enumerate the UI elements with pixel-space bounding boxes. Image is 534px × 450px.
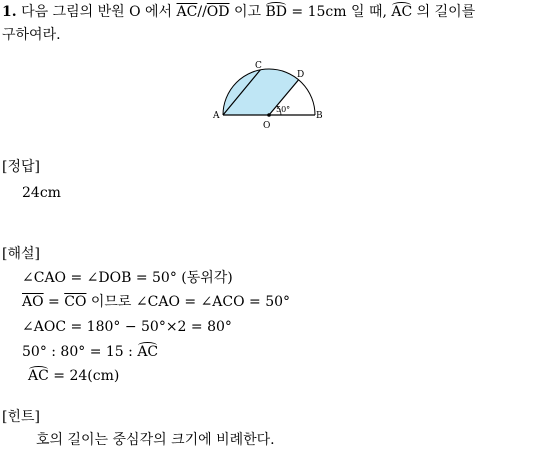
explanation-line-3: ∠AOC = 180° − 50°×2 = 80° [22,319,232,335]
parallel-sign: // [197,4,207,20]
segment-ao: $\overline{AO}$ [22,294,44,310]
label-o: O [263,121,271,131]
explanation-line-5 [28,367,119,385]
segment-ac: $\overline{AC}$ [176,4,198,20]
equals-sign: = [43,294,65,310]
answer-value: 24cm [22,185,61,201]
problem-text-b: 이고 [229,4,266,20]
problem-line-2: 구하여라. [2,27,61,43]
problem-number: 1. [2,4,17,20]
proportion-text: 50° : 80° = 15 : [22,344,138,360]
label-d: D [297,70,305,80]
label-a: A [213,111,220,121]
label-b: B [316,111,323,121]
arc-ac-proportion: AC [137,344,159,360]
problem-line-1 [2,3,475,21]
explanation-line-4 [22,343,158,361]
hint-text: 호의 길이는 중심각의 크기에 비례한다. [36,432,275,448]
problem-text-a: 다음 그림의 반원 O 에서 [21,4,177,20]
explanation-heading: [해설] [2,246,40,262]
segment-od: $\overline{OD}$ [206,4,230,20]
center-point-o [267,113,271,117]
explanation-line-1: ∠CAO = ∠DOB = 50° (동위각) [22,270,233,286]
semicircle-figure [205,58,330,133]
hint-heading: [힌트] [2,409,40,425]
result-text: = 24(cm) [48,368,120,384]
angle-label: 50° [276,105,291,114]
problem-text-d: 의 길이를 [412,4,476,20]
problem-text-c: = 15cm 일 때, [286,4,392,20]
arc-ac: AC [391,4,413,20]
answer-heading: [정답] [2,159,40,175]
segment-co: $\overline{CO}$ [64,294,87,310]
arc-bd: BD [265,4,287,20]
explanation-line-2 [22,293,290,311]
explanation-line-2-rest: 이므로 ∠CAO = ∠ACO = 50° [86,294,291,310]
label-c: C [255,61,262,71]
arc-ac-result: AC [28,368,49,384]
